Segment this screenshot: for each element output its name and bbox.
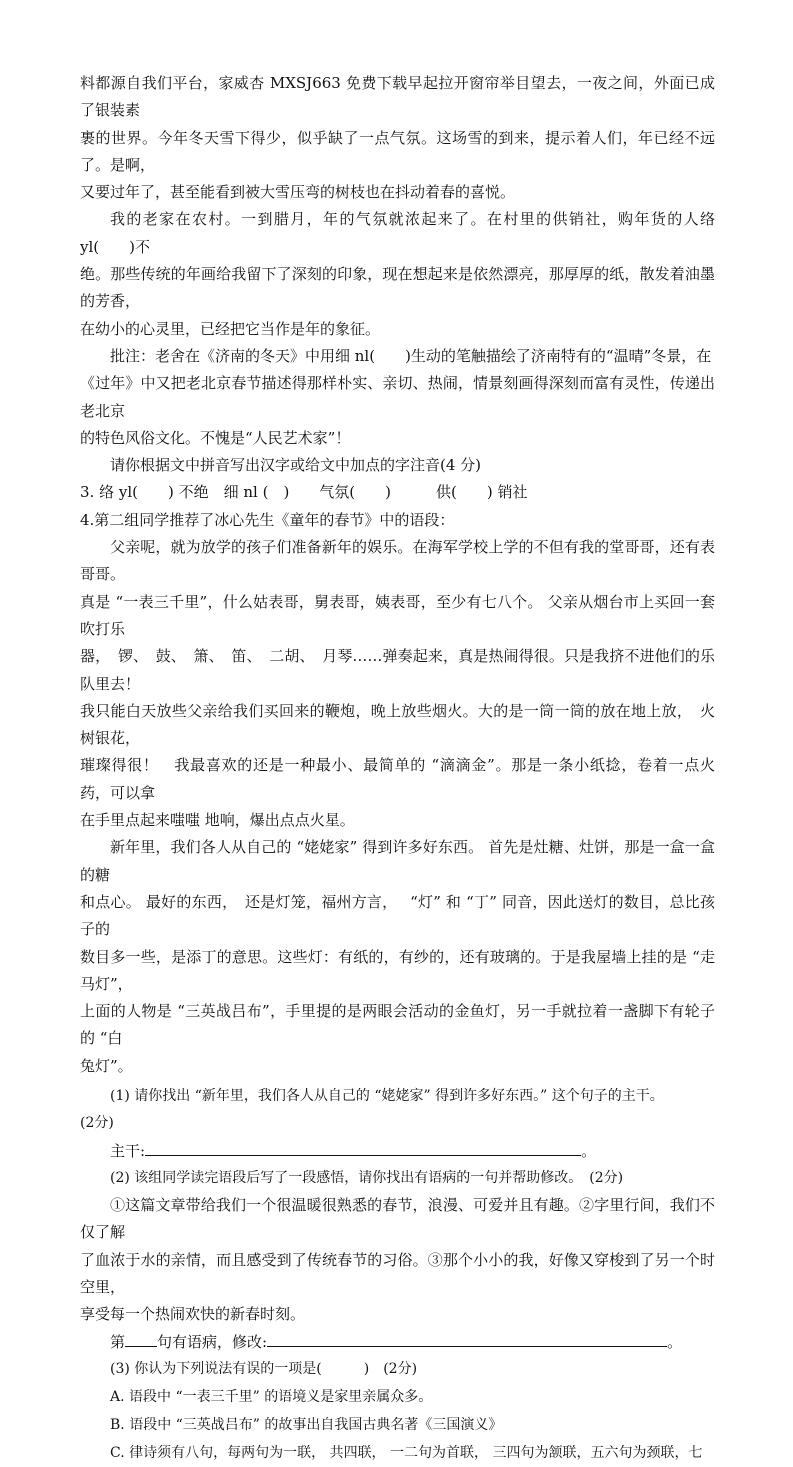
paragraph-father	[80, 534, 715, 834]
answer-end: 。	[581, 1141, 597, 1160]
score-text: (2分)	[80, 1115, 114, 1132]
answer-label: 第	[110, 1332, 126, 1351]
question-4-1	[80, 1083, 715, 1138]
text-line: 料都源自我们平台，家威杏 MXSJ663 免费下载早起拉开窗帘举目望去，一夜之间，外面已成了银装素	[80, 74, 715, 120]
text-line: 父亲呢，就为放学的孩子们准备新年的娱乐。在海军学校上学的不但有我的堂哥哥，还有表哥哥。	[80, 538, 715, 584]
answer-line-correction	[80, 1329, 715, 1356]
paragraph-new-year	[80, 834, 715, 1080]
answer-end: 。	[667, 1332, 683, 1351]
text-line: 的特色风俗文化。不愧是“人民艺术家”！	[80, 428, 351, 447]
answer-label: 句有语病，修改:	[157, 1332, 268, 1351]
text-line: 我只能白天放些父亲给我们买回来的鞭炮，晚上放些烟火。大的是一筒一筒的放在地上放， 火树银花，	[80, 701, 715, 748]
text-line: 裹的世界。今年冬天雪下得少，似乎缺了一点气氛。这场雪的到来，提示着人们，年已经不远了。是啊，	[80, 128, 715, 174]
text-line: 和点心。 最好的东西， 还是灯笼，福州方言， “灯” 和 “丁” 同音，因此送灯的数目，总比孩子的	[80, 892, 715, 939]
answer-blank[interactable]	[145, 1155, 581, 1156]
text-line: 数目多一些，是添丁的意思。这些灯：有纸的，有纱的，还有玻璃的。于是我屋墙上挂的是 “走马灯”，	[80, 947, 715, 993]
correction-blank[interactable]	[267, 1346, 667, 1347]
paragraph-annotation	[80, 343, 715, 452]
text-line: 我的老家在农村。一到腊月，年的气氛就浓起来了。在村里的供销社，购年货的人络 yl( )不	[80, 210, 715, 256]
text-line: 批注：老舍在《济南的冬天》中用细 nl( )生动的笔触描绘了济南特有的“温晴”冬景，在	[110, 346, 712, 365]
question-4-3: (3) 你认为下列说法有误的一项是( ) (2分)	[110, 1360, 418, 1377]
text-line: 真是 “一表三千里”，什么姑表哥，舅表哥，姨表哥，至少有七八个。 父亲从烟台市上买回一套吹打乐	[80, 592, 715, 638]
sentence-number-blank[interactable]	[125, 1346, 157, 1347]
text-line: 又要过年了，甚至能看到被大雪压弯的树枝也在抖动着春的喜悦。	[80, 183, 516, 202]
text-line: 了血浓于水的亲情，而且感受到了传统春节的习俗。③那个小小的我，好像又穿梭到了另一个时空里，	[80, 1250, 715, 1297]
instruction-text: 请你根据文中拼音写出汉字或给文中加点的字注音(4 分)	[110, 456, 482, 475]
text-line: 在手里点起来嗤嗤 地响，爆出点点火星。	[80, 811, 355, 830]
text-line: 《过年》中又把老北京春节描述得那样朴实、亲切、热闹，情景刻画得深刻而富有灵性，传递出老北京	[80, 374, 715, 420]
question-3: 3. 络 yl( ) 不绝 细 nl ( ) 气氛( ) 供( ) 销社	[80, 483, 528, 502]
answer-label: 主干:	[110, 1141, 146, 1160]
option-b: B. 语段中 “三英战吕布” 的故事出自我国古典名著《三国演义》	[110, 1417, 503, 1434]
paragraph-snow	[80, 70, 715, 206]
paragraph-reflection	[80, 1192, 715, 1328]
option-a: A. 语段中 “一表三千里” 的语境义是家里亲属众多。	[110, 1389, 433, 1406]
text-line: 新年里，我们各人从自己的 “姥姥家” 得到许多好东西。 首先是灶糖、灶饼，那是一盒一盒的糖	[80, 838, 715, 884]
text-line: 绝。那些传统的年画给我留下了深刻的印象，现在想起来是依然漂亮，那厚厚的纸，散发着油墨的芳香，	[80, 265, 715, 311]
text-line: 璀璨得很！ 我最喜欢的还是一种最小、最简单的 “滴滴金”。那是一条小纸捻，卷着一点火药，可以拿	[80, 756, 715, 802]
text-line: 上面的人物是 “三英战吕布”，手里提的是两眼会活动的金鱼灯，另一手就拉着一盏脚下有轮子的 “白	[80, 1002, 715, 1048]
option-c: C. 律诗须有八句，每两句为一联， 共四联， 一二句为首联， 三四句为颔联，五六句为颈联，七	[110, 1445, 703, 1462]
text-line: ①这篇文章带给我们一个很温暖很熟悉的春节，浪漫、可爱并且有趣。②字里行间，我们不仅了解	[80, 1196, 715, 1242]
text-line: 享受每一个热闹欢快的新春时刻。	[80, 1305, 306, 1324]
question-text: (1) 请你找出 “新年里，我们各人从自己的 “姥姥家” 得到许多好东西。” 这个句子的主干。	[110, 1087, 664, 1104]
question-4-2: (2) 该组同学读完语段后写了一段感悟，请你找出有语病的一句并帮助修改。 (2分)	[110, 1169, 624, 1186]
text-line: 器， 锣、 鼓、 箫、 笛、 二胡、 月琴……弹奏起来，真是热闹得很。只是我挤不进他们的乐队里去！	[80, 647, 715, 693]
text-line: 兔灯”。	[80, 1056, 133, 1075]
question-4-intro: 4.第二组同学推荐了冰心先生《童年的春节》中的语段：	[80, 510, 455, 529]
answer-line-main	[80, 1138, 715, 1165]
paragraph-hometown	[80, 206, 715, 342]
text-line: 在幼小的心灵里，已经把它当作是年的象征。	[80, 319, 381, 338]
